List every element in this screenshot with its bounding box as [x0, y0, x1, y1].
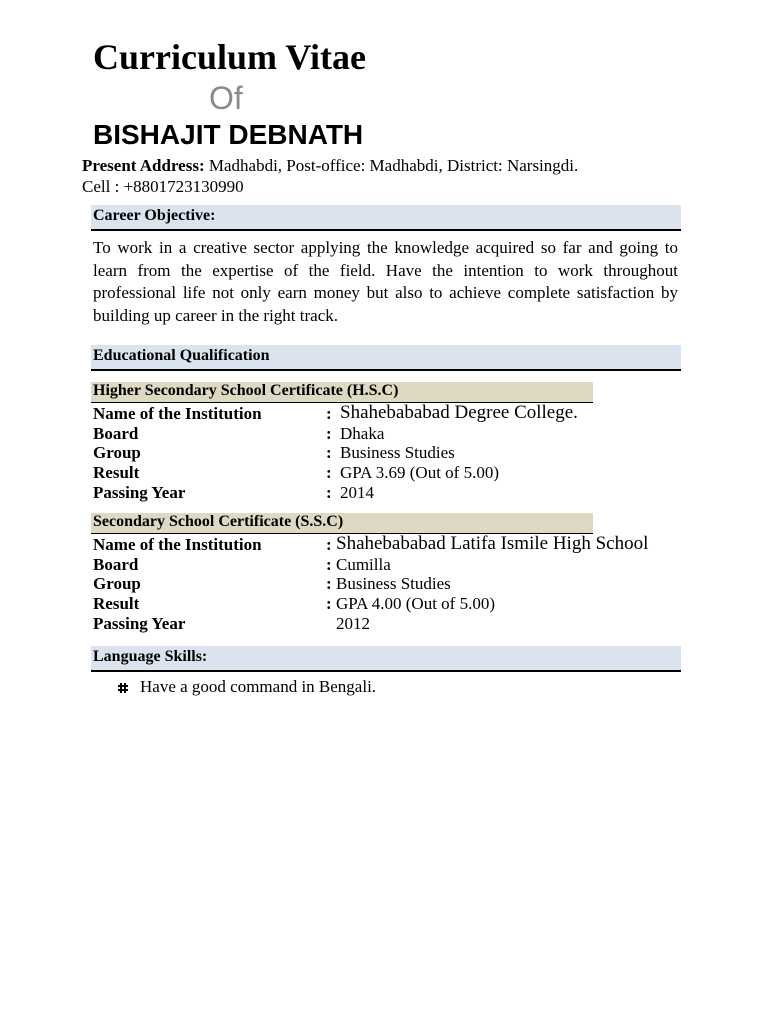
ssc-group-colon: : [326, 574, 332, 593]
hsc-year-value: 2014 [340, 483, 374, 502]
ssc-institution-label: Name of the Institution [93, 535, 262, 554]
hsc-group-label: Group [93, 443, 141, 462]
of-word: Of [209, 80, 243, 116]
career-objective-text: To work in a creative sector applying the knowledge acquired so far and going to learn from the expertise of the field. Have the intention to work throughout professional life not only earn money but also to achieve complete satisfaction by building up career in the right track. [93, 238, 678, 326]
ssc-group-value: Business Studies [336, 574, 451, 593]
hsc-institution-label: Name of the Institution [93, 404, 262, 423]
candidate-name: BISHAJIT DEBNATH [93, 119, 364, 150]
hsc-group-value: Business Studies [340, 443, 455, 462]
ssc-heading: Secondary School Certificate (S.S.C) [93, 513, 344, 530]
ssc-year-value: 2012 [336, 614, 370, 633]
hsc-institution-colon: : [326, 404, 332, 423]
hsc-board-label: Board [93, 424, 139, 443]
cell-value: +8801723130990 [123, 177, 244, 196]
hsc-year-colon: : [326, 483, 332, 502]
ssc-year-label: Passing Year [93, 614, 186, 633]
hsc-result-colon: : [326, 463, 332, 482]
education-band [91, 345, 681, 371]
ssc-board-value: Cumilla [336, 555, 391, 574]
hsc-result-value: GPA 3.69 (Out of 5.00) [340, 463, 499, 482]
ssc-result-value: GPA 4.00 (Out of 5.00) [336, 594, 495, 613]
ssc-institution-colon: : [326, 535, 332, 554]
hsc-band [91, 382, 593, 403]
language-heading: Language Skills: [93, 648, 208, 665]
career-objective-band [91, 205, 681, 231]
ssc-result-label: Result [93, 594, 140, 613]
hsc-board-colon: : [326, 424, 332, 443]
ssc-group-label: Group [93, 574, 141, 593]
hsc-result-label: Result [93, 463, 140, 482]
ssc-result-colon: : [326, 594, 332, 613]
career-objective-heading: Career Objective: [93, 207, 216, 224]
hsc-institution-value: Shahebababad Degree College. [340, 402, 578, 423]
language-item: Have a good command in Bengali. [140, 677, 377, 696]
address-value: Madhabdi, Post-office: Madhabdi, District: Narsingdi. [208, 156, 579, 175]
language-band [91, 646, 681, 672]
cell-label: Cell : [82, 177, 120, 196]
hsc-heading: Higher Secondary School Certificate (H.S.C) [93, 382, 399, 399]
ssc-board-label: Board [93, 555, 139, 574]
hsc-year-label: Passing Year [93, 483, 186, 502]
ssc-board-colon: : [326, 555, 332, 574]
ssc-band [91, 513, 593, 534]
education-heading: Educational Qualification [93, 347, 270, 364]
hash-bullet-icon [117, 682, 129, 694]
address-line [82, 156, 578, 176]
cell-line [82, 177, 244, 197]
cv-title: Curriculum Vitae [93, 37, 366, 77]
hsc-board-value: Dhaka [340, 424, 385, 443]
ssc-institution-value: Shahebababad Latifa Ismile High School [336, 533, 649, 554]
address-label: Present Address: [82, 156, 205, 175]
hsc-group-colon: : [326, 443, 332, 462]
